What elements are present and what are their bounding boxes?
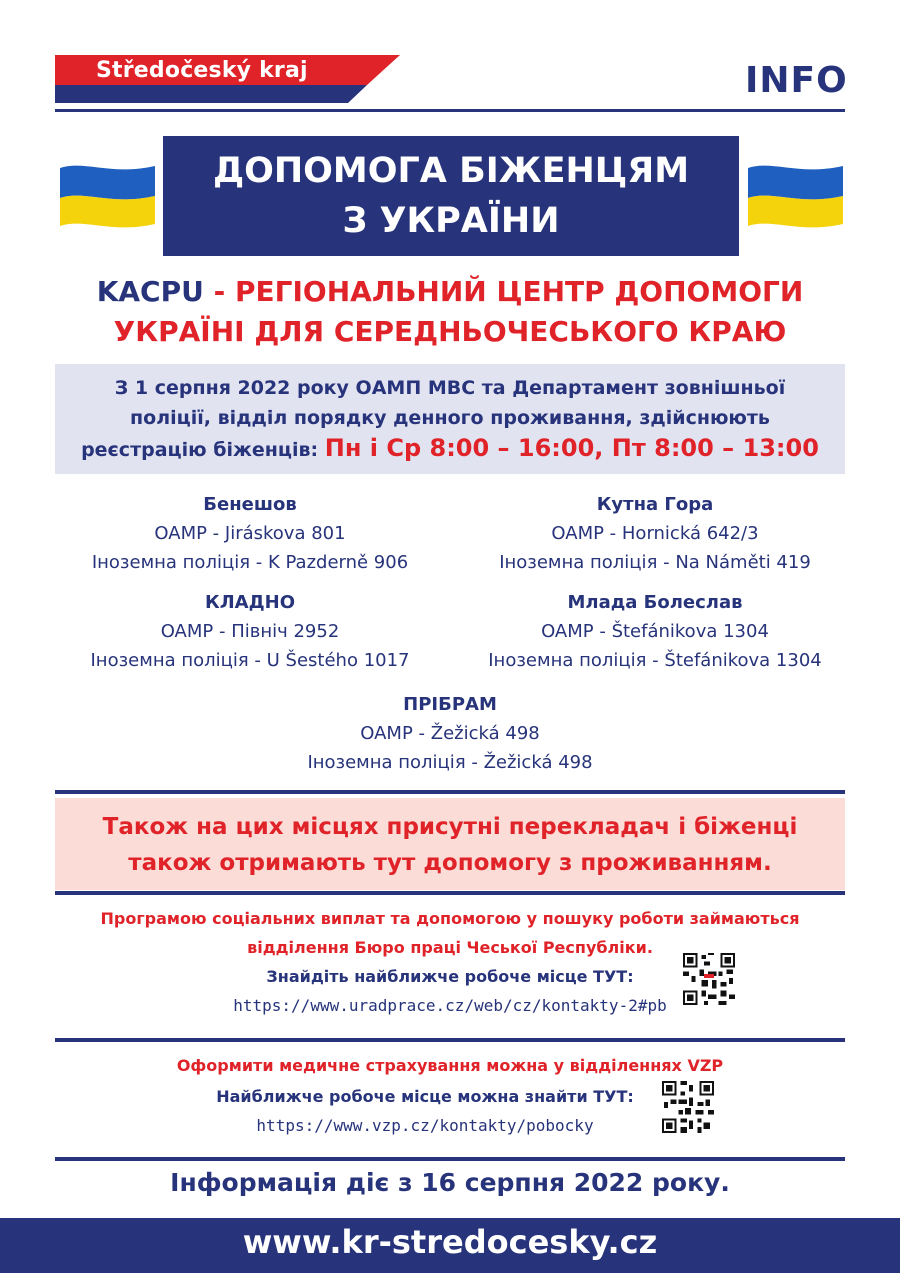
labour-line-1: Програмою соціальних виплат та допомогою у пошуку роботи займаються bbox=[100, 909, 800, 928]
translator-notice bbox=[55, 798, 845, 890]
office-oamp: OAMP - Žežická 498 bbox=[360, 723, 540, 744]
center-name-line-2: УКРАЇНІ ДЛЯ СЕРЕДНЬОЧЕСЬКОГО КРАЮ bbox=[113, 315, 787, 348]
notice-line-3: реєстрацію біженців: bbox=[81, 439, 319, 461]
ukraine-flag-right-icon bbox=[748, 160, 843, 230]
insurance-url-link[interactable]: https://www.vzp.cz/kontakty/pobocky bbox=[256, 1116, 594, 1135]
office-city: Кутна Гора bbox=[596, 494, 714, 515]
section-divider bbox=[55, 1038, 845, 1042]
office-police: Іноземна поліція - Na Náměti 419 bbox=[499, 552, 811, 573]
center-acronym: KACPU bbox=[96, 275, 204, 308]
labour-find: Знайдіть найближче робоче місце ТУТ: bbox=[266, 967, 634, 986]
registration-notice bbox=[55, 364, 845, 474]
insurance-find: Найближче робоче місце можна знайти ТУТ: bbox=[216, 1087, 634, 1106]
translator-line-2: також отримають тут допомогу з проживанням. bbox=[128, 850, 772, 876]
labour-office-section bbox=[40, 904, 860, 1020]
info-label: INFO bbox=[745, 60, 848, 101]
section-divider bbox=[55, 790, 845, 794]
center-name bbox=[40, 272, 860, 352]
header-divider bbox=[55, 109, 845, 112]
office-city: Млада Болеслав bbox=[567, 592, 743, 613]
office-city: ПРІБРАМ bbox=[403, 694, 497, 715]
office-mlada-boleslav bbox=[445, 588, 865, 675]
insurance-line-1: Оформити медичне страхування можна у відділеннях VZP bbox=[176, 1056, 724, 1075]
office-oamp: OAMP - Jiráskova 801 bbox=[154, 523, 346, 544]
labour-qr-code-icon[interactable] bbox=[683, 953, 735, 1005]
section-divider bbox=[55, 1157, 845, 1161]
labour-url-link[interactable]: https://www.uradprace.cz/web/cz/kontakty-2#pb bbox=[233, 996, 667, 1015]
office-oamp: OAMP - Štefánikova 1304 bbox=[541, 621, 769, 642]
office-police: Іноземна поліція - U Šestého 1017 bbox=[90, 650, 410, 671]
translator-line-1: Також на цих місцях присутні перекладач і біженці bbox=[102, 814, 798, 840]
validity-date: Інформація діє з 16 серпня 2022 року. bbox=[170, 1168, 730, 1197]
footer-website-link[interactable]: www.kr-stredocesky.cz bbox=[242, 1223, 658, 1261]
office-kladno bbox=[40, 588, 460, 675]
labour-line-2: відділення Бюро праці Чеської Республіки. bbox=[247, 938, 653, 957]
office-police: Іноземна поліція - K Pazderně 906 bbox=[91, 552, 409, 573]
section-divider bbox=[55, 891, 845, 895]
office-benesov bbox=[40, 490, 460, 577]
center-dash: - bbox=[203, 275, 235, 308]
office-kutna-hora bbox=[445, 490, 865, 577]
title-line-1: ДОПОМОГА БІЖЕНЦЯМ bbox=[212, 151, 690, 191]
office-police: Іноземна поліція - Žežická 498 bbox=[307, 752, 593, 773]
office-city: КЛАДНО bbox=[205, 592, 295, 613]
office-city: Бенешов bbox=[203, 494, 297, 515]
insurance-qr-code-icon[interactable] bbox=[662, 1081, 714, 1133]
office-oamp: OAMP - Hornická 642/3 bbox=[551, 523, 759, 544]
insurance-section bbox=[40, 1051, 860, 1080]
office-hours: Пн і Ср 8:00 – 16:00, Пт 8:00 – 13:00 bbox=[324, 434, 819, 462]
office-oamp: OAMP - Північ 2952 bbox=[160, 621, 340, 642]
main-title bbox=[163, 136, 739, 256]
center-name-line-1: РЕГІОНАЛЬНИЙ ЦЕНТР ДОПОМОГИ bbox=[235, 275, 804, 308]
office-police: Іноземна поліція - Štefánikova 1304 bbox=[488, 650, 822, 671]
notice-line-2: поліції, відділ порядку денного проживання, здійснюють bbox=[130, 407, 770, 429]
region-label: Středočeský kraj bbox=[96, 58, 308, 83]
title-line-2: З УКРАЇНИ bbox=[342, 201, 560, 241]
notice-line-1: З 1 серпня 2022 року ОАМП МВС та Департамент зовнішньої bbox=[114, 377, 786, 399]
office-pribram bbox=[240, 690, 660, 777]
ukraine-flag-left-icon bbox=[60, 160, 155, 230]
